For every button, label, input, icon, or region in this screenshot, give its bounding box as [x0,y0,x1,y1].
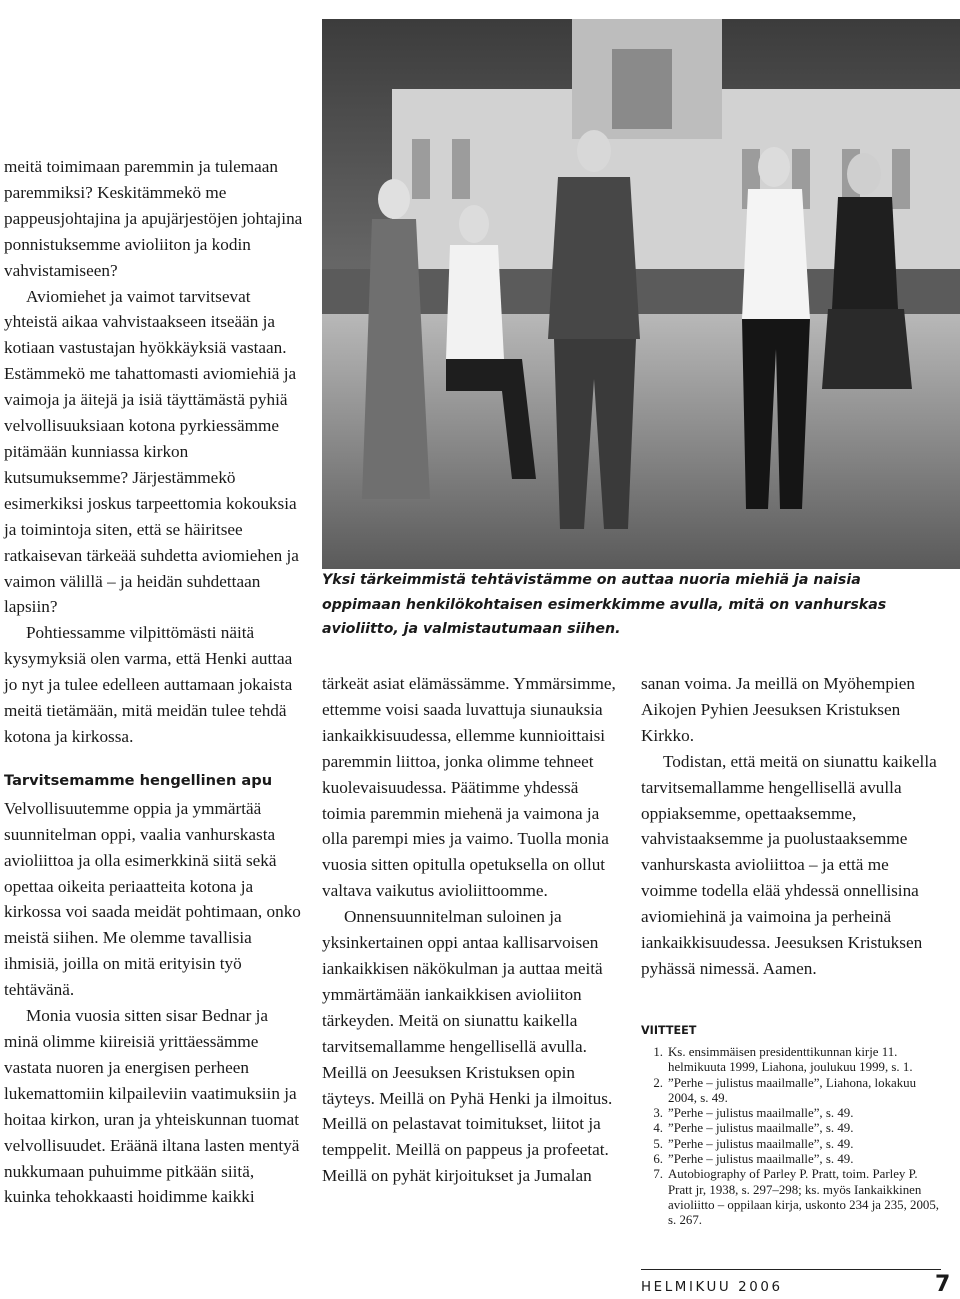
temple-family-photo [322,19,960,569]
references-title: VIITTEET [641,1024,697,1037]
body-paragraph: Todistan, että meitä on siunattu kaikella tarvitsemallamme hengellisellä avulla oppiaksemme, opettaaksemme, vahvistaaksemme ja puolustaaksemme vanhurskasta avioliittoa – ja että me voimme todella elää yhdessä onnellisina aviomiehinä ja vaimoina ja perheinä iankaikkisuudessa. Jeesuksen Kristuksen pyhässä nimessä. Aamen. [641,751,937,978]
body-paragraph: Velvollisuutemme oppia ja ymmärtää suunnitelman oppi, vaalia vanhurskasta avioliittoa ja olla esimerkkinä siitä sekä opettaa oikeita periaatteita kotona ja kirkossa voi saada meidät pohtimaan, onko meistä siihen. Me olemme tavallisia ihmisiä, joilla on mitä erityisin työ tehtävänä. [4,798,301,1000]
reference-text: ”Perhe – julistus maailmalle”, s. 49. [668,1152,854,1167]
left-column [4,154,304,1210]
reference-number: 3. [653,1106,663,1121]
reference-text: Autobiography of Parley P. Pratt, toim. Parley P. Pratt jr, 1938, s. 297–298; ks. myös Iankaikkinen avioliitto – oppilaan kirja, uskonto 234 ja 235, 2005, s. 267. [668,1167,940,1228]
photo-illustration [322,19,960,569]
reference-item [641,1045,941,1076]
reference-number: 2. [653,1075,663,1090]
reference-item [641,1121,941,1136]
body-paragraph: sanan voima. Ja meillä on Myöhempien Aikojen Pyhien Jeesuksen Kristuksen Kirkko. [641,674,915,745]
reference-number: 4. [653,1121,663,1136]
body-paragraph: tärkeät asiat elämässämme. Ymmärsimme, ettemme voisi saada luvattuja siunauksia iankaikkisuudessa, ellemme kunnioittaisi paremmin liittoa, jonka olimme tehneet kuolevaisuudessa. Päätimme yhdessä toimia paremmin miehenä ja vaimona ja olla parempi mies ja vaimo. Tuolla monia vuosia sitten opitulla opetuksella on ollut valtava vaikutus avioliittoomme. [322,674,616,901]
reference-number: 1. [653,1045,663,1059]
reference-number: 5. [653,1136,663,1151]
photo-caption: Yksi tärkeimmistä tehtävistämme on auttaa nuoria miehiä ja naisia oppimaan henkilökohtaisen esimerkkimme avulla, mitä on vanhurskas avioliitto, ja valmistautumaan siihen. [322,572,887,637]
right-column [641,671,941,982]
reference-text: ”Perhe – julistus maailmalle”, s. 49. [668,1121,854,1136]
body-paragraph: meitä toimimaan paremmin ja tulemaan paremmiksi? Keskitämmekö me pappeusjohtajina ja apujärjestöjen johtajina ponnistuksemme avioliiton ja kodin vahvistamiseen? [4,157,303,280]
reference-item [641,1076,941,1107]
section-heading: Tarvitsemamme hengellinen apu [4,771,273,789]
reference-number: 7. [653,1167,663,1182]
reference-item [641,1167,941,1228]
reference-text: ”Perhe – julistus maailmalle”, Liahona, lokakuu 2004, s. 49. [668,1075,917,1105]
footer-rule [641,1269,941,1270]
issue-label: HELMIKUU 2006 [641,1280,783,1295]
body-paragraph: Monia vuosia sitten sisar Bednar ja minä olimme kiireisiä yrittäessämme vastata nuoren ja energisen perheen lukemattomiin kilpaileviin vaatimuksiin ja hoitaa kirkon, uran ja yhteiskunnan tuomat velvollisuudet. Eräänä iltana lasten mentyä nukkumaan puhuimme pitkään siitä, kuinka tehokkaasti hoidimme kaikki [4,1006,300,1207]
reference-item [641,1152,941,1167]
page-number: 7 [935,1272,951,1297]
reference-number: 6. [653,1152,663,1167]
reference-text: ”Perhe – julistus maailmalle”, s. 49. [668,1136,854,1151]
reference-text: Ks. ensimmäisen presidenttikunnan kirje 11. helmikuuta 1999, Liahona, joulukuu 1999, s. 1. [668,1045,913,1075]
body-paragraph: Pohtiessamme vilpittömästi näitä kysymyksiä olen varma, että Henki auttaa jo nyt ja tulee edelleen auttamaan jokaista meitä tietämään, mitä meidän tulee tehdä kotona ja kirkossa. [4,623,293,746]
references-list [641,1045,941,1229]
body-paragraph: Aviomiehet ja vaimot tarvitsevat yhteistä aikaa vahvistaakseen itseään ja kotiaan vastustajan hyökkäyksiä vastaan. Estämmekö me tahattomasti aviomiehiä ja vaimoja ja äitejä ja isiä täyttämästä pyhiä velvollisuuksiaan kotona pyrkiessämme pitämään kunniassa kirkon kutsumuksemme? Järjestämmekö esimerkiksi joskus tarpeettomia kokouksia ja toimintoja siten, että se häiritsee ratkaisevan tärkeää suhdetta aviomiehen ja vaimon välillä – ja heidän suhdettaan lapsiin? [4,286,299,617]
body-paragraph: Onnensuunnitelman suloinen ja yksinkertainen oppi antaa kallisarvoisen iankaikkisen näkökulman ja auttaa meitä ymmärtämään iankaikkisen avioliiton tärkeyden. Meitä on siunattu kaikella tarvitsemallamme hengellisellä avulla. Meillä on Jeesuksen Kristuksen opin täyteys. Meillä on Pyhä Henki ja ilmoitus. Meillä on pelastavat toimitukset, liitot ja temppelit. Meillä on pappeus ja profeetat. Meillä on pyhät kirjoitukset ja Jumalan [322,907,613,1186]
reference-item [641,1137,941,1152]
reference-item [641,1106,941,1121]
middle-column [322,671,620,1189]
reference-text: ”Perhe – julistus maailmalle”, s. 49. [668,1106,854,1121]
